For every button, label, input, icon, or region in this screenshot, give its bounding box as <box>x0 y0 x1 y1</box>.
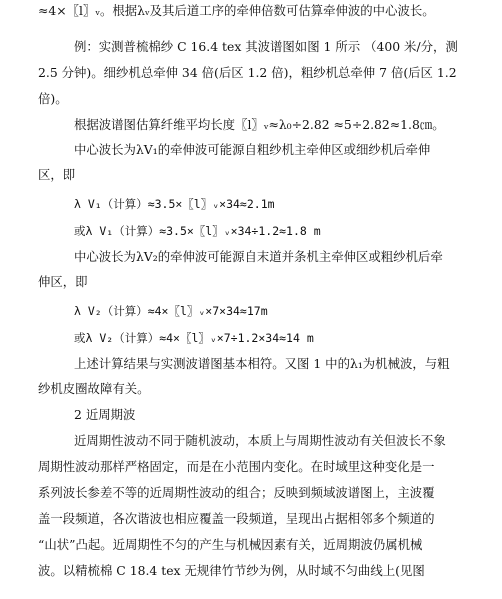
text-line-7: 区，即 <box>38 167 76 182</box>
formula-line-2: 或λ V₁（计算）≈3.5×〖l〗ᵥ×34÷1.2≈1.8 m <box>74 224 321 238</box>
text-line-11: 纱机皮圈故障有关。 <box>38 381 150 396</box>
text-line-10: 上述计算结果与实测波谱图基本相符。又图 1 中的λ₁为机械波，与粗 <box>74 356 450 371</box>
text-line-8: 中心波长为λV₂的牵伸波可能源自末道并条机主牵伸区或粗纱机后牵 <box>74 249 443 264</box>
text-line-5: 根据波谱图估算纤维平均长度〖l〗ᵥ≈λ₀÷2.82 ≈5÷2.82≈1.8㎝。 <box>74 117 445 132</box>
section-heading: 2 近周期波 <box>74 407 136 422</box>
text-line-9: 伸区，即 <box>38 274 88 289</box>
text-line-14: 系列波长参差不等的近周期性波动的组合；反映到频域波谱图上，主波覆 <box>38 485 435 500</box>
text-line-12: 近周期性波动不同于随机波动，本质上与周期性波动有关但波长不象 <box>74 433 446 448</box>
formula-line-4: 或λ V₂（计算）≈4×〖l〗ᵥ×7÷1.2×34≈14 m <box>74 331 314 345</box>
text-line-17: 波。以精梳棉 C 18.4 tex 无规律竹节纱为例，从时域不匀曲线上(见图 <box>38 563 425 578</box>
text-line-3: 2.5 分钟)。细纱机总牵伸 34 倍(后区 1.2 倍)，粗纱机总牵伸 7 倍(后区 1.2 <box>38 65 457 80</box>
formula-line-1: λ V₁（计算）≈3.5×〖l〗ᵥ×34≈2.1m <box>74 197 275 211</box>
text-line-2: 例：实测普梳棉纱 C 16.4 tex 其波谱图如图 1 所示 （400 米/分，测 <box>74 39 458 54</box>
text-line-13: 周期性波动那样严格固定，而是在小范围内变化。在时域里这种变化是一 <box>38 459 435 474</box>
text-line-4: 倍)。 <box>38 91 68 106</box>
text-line-15: 盖一段频道，各次谐波也相应覆盖一段频道，呈现出占据相邻多个频道的 <box>38 511 435 526</box>
formula-line-3: λ V₂（计算）≈4×〖l〗ᵥ×7×34≈17m <box>74 304 268 318</box>
text-line-16: “山状”凸起。近周期性不匀的产生与机械因素有关，近周期波仍属机械 <box>38 537 423 552</box>
text-line-1: ≈4×〖l〗ᵥ。根据λᵥ及其后道工序的牵伸倍数可估算牵伸波的中心波长。 <box>38 3 435 18</box>
text-line-6: 中心波长为λV₁的牵伸波可能源自粗纱机主牵伸区或细纱机后牵伸 <box>74 142 431 157</box>
